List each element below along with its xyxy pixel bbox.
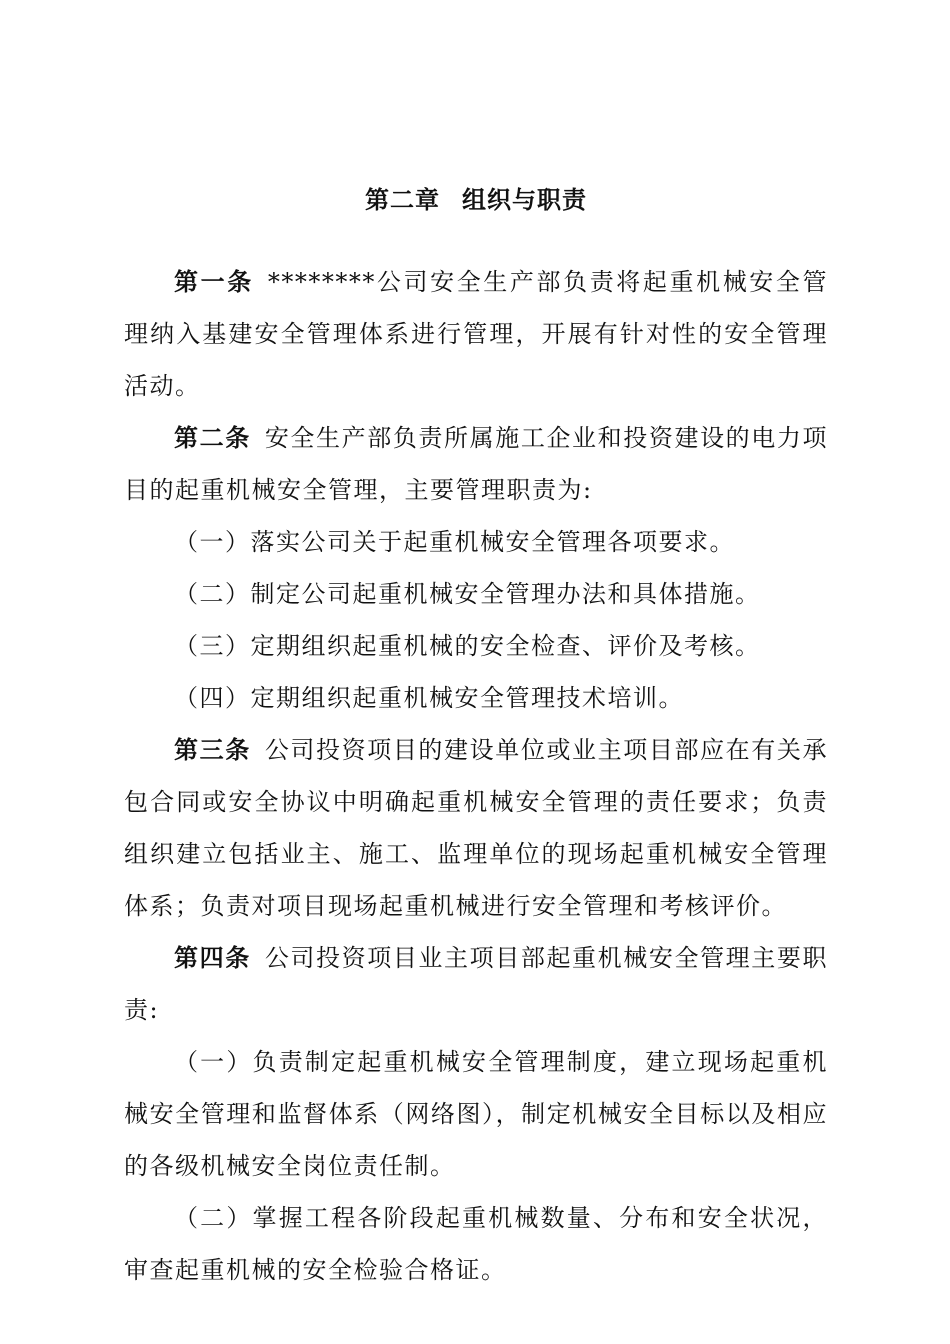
- paragraph-text: （一）落实公司关于起重机械安全管理各项要求。: [174, 528, 735, 556]
- document-page: [124, 182, 828, 1296]
- paragraph-article-4: [124, 932, 828, 1036]
- list-item: [124, 620, 828, 672]
- list-item: [124, 516, 828, 568]
- paragraph-text: （二）制定公司起重机械安全管理办法和具体措施。: [174, 580, 761, 608]
- article-label: 第三条: [174, 736, 251, 764]
- paragraph-text: 安全生产部负责所属施工企业和投资建设的电力项目的起重机械安全管理，主要管理职责为:: [124, 424, 828, 504]
- paragraph-article-3: [124, 724, 828, 932]
- list-item: [124, 1192, 828, 1296]
- paragraph-text: （三）定期组织起重机械的安全检查、评价及考核。: [174, 632, 761, 660]
- list-item: [124, 1036, 828, 1192]
- list-item: [124, 672, 828, 724]
- chapter-title: [124, 182, 828, 218]
- article-label: 第四条: [174, 944, 251, 972]
- paragraph-text: 公司投资项目业主项目部起重机械安全管理主要职责:: [124, 944, 828, 1024]
- article-label: 第一条: [174, 268, 254, 296]
- chapter-name: 组织与职责: [462, 186, 587, 214]
- paragraph-article-1: [124, 256, 828, 412]
- paragraph-text: ********公司安全生产部负责将起重机械安全管理纳入基建安全管理体系进行管理，开展有针对性的安全管理活动。: [124, 268, 829, 400]
- chapter-number: 第二章: [365, 186, 440, 214]
- paragraph-text: 公司投资项目的建设单位或业主项目部应在有关承包合同或安全协议中明确起重机械安全管理的责任要求；负责组织建立包括业主、施工、监理单位的现场起重机械安全管理体系；负责对项目现场起重机械进行安全管理和考核评价。: [124, 736, 828, 920]
- paragraph-text: （四）定期组织起重机械安全管理技术培训。: [174, 684, 684, 712]
- paragraph-text: （二）掌握工程各阶段起重机械数量、分布和安全状况，审查起重机械的安全检验合格证。: [124, 1204, 828, 1284]
- list-item: [124, 568, 828, 620]
- paragraph-article-2: [124, 412, 828, 516]
- paragraph-text: （一）负责制定起重机械安全管理制度，建立现场起重机械安全管理和监督体系（网络图），制定机械安全目标以及相应的各级机械安全岗位责任制。: [124, 1048, 828, 1180]
- article-label: 第二条: [174, 424, 251, 452]
